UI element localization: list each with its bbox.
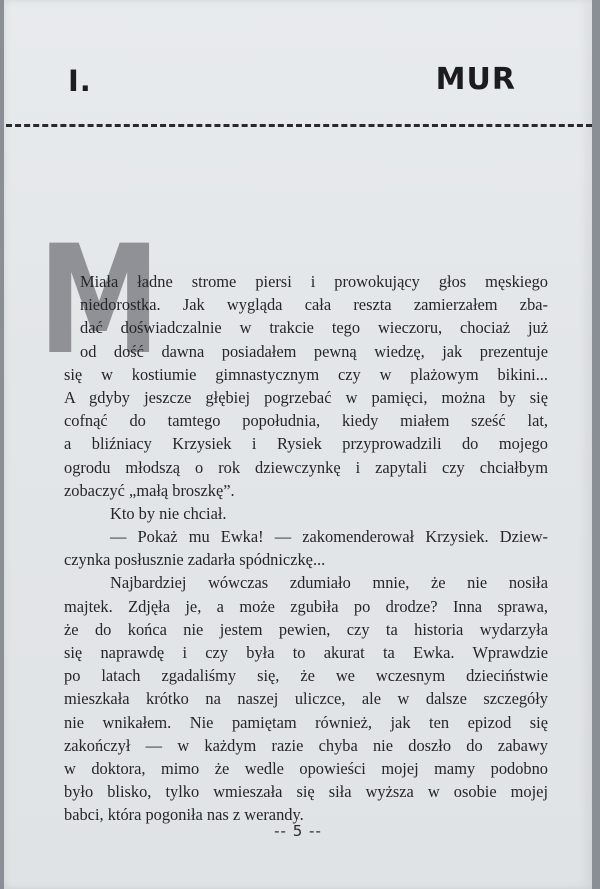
chapter-title: MUR — [435, 62, 516, 97]
dashed-separator — [6, 124, 592, 127]
text-line: zobaczyć „małą broszkę”. — [64, 480, 235, 500]
text-line: nie wnikałem. Nie pamiętam również, jak ten epizod się — [64, 712, 548, 732]
text-line: Miała ładne strome piersi i prowokujący głos męskiego — [80, 272, 548, 291]
text-line: od dość dawna posiadałem pewną wiedzę, jak prezentuje — [80, 341, 548, 361]
text-line: babci, która pogoniła nas z werandy. — [64, 805, 304, 825]
text-line: zakończył — w każdym razie chyba nie doszło do zabawy — [64, 735, 548, 755]
page-number: -- 5 -- — [274, 822, 322, 840]
text-line: że do końca nie jestem pewien, czy ta historia wydarzyła — [64, 619, 548, 639]
text-line: dać doświadczalnie w trakcie tego wieczoru, chociaż już — [80, 318, 548, 338]
text-line: się naprawdę i czy była to akurat ta Ewka. Wprawdzie — [64, 643, 548, 662]
text-line: a bliźniacy Krzysiek i Rysiek przyprowadzili do mojego — [64, 434, 548, 454]
text-line: było blisko, tylko wmieszała się siła wyższa w osobie mojej — [64, 782, 548, 802]
text-line: po latach zgadaliśmy się, że we wczesnym dzieciństwie — [64, 666, 548, 686]
text-line: w doktora, mimo że wedle opowieści mojej mamy podobno — [64, 758, 548, 778]
text-line: ogrodu młodszą o rok dziewczynkę i zapytali czy chciałbym — [64, 457, 548, 477]
text-line: niedorostka. Jak wygląda cała reszta zamierzałem zba- — [80, 295, 548, 315]
text-line: A gdyby jeszcze głębiej pogrzebać w pamięci, można by się — [64, 387, 548, 407]
chapter-number: I. — [68, 64, 92, 98]
text-line: — Pokaż mu Ewka! — zakomenderował Krzysiek. Dziew- — [110, 527, 548, 547]
text-line: się w kostiumie gimnastycznym czy w plażowym bikini... — [64, 364, 548, 384]
book-page — [4, 0, 592, 889]
drop-cap: M — [38, 214, 161, 388]
text-line: czynka posłusznie zadarła spódniczkę... — [64, 550, 326, 570]
body-text — [64, 270, 548, 827]
text-line: cofnąć do tamtego popołudnia, kiedy miałem sześć lat, — [64, 411, 548, 431]
text-line: Najbardziej wówczas zdumiało mnie, że nie nosiła — [110, 573, 548, 593]
text-line: majtek. Zdjęła je, a może zgubiła po drodze? Inna sprawa, — [64, 596, 548, 616]
text-line: Kto by nie chciał. — [110, 503, 227, 523]
text-line: mieszkała krótko na naszej uliczce, ale w dalsze szczegóły — [64, 689, 548, 709]
